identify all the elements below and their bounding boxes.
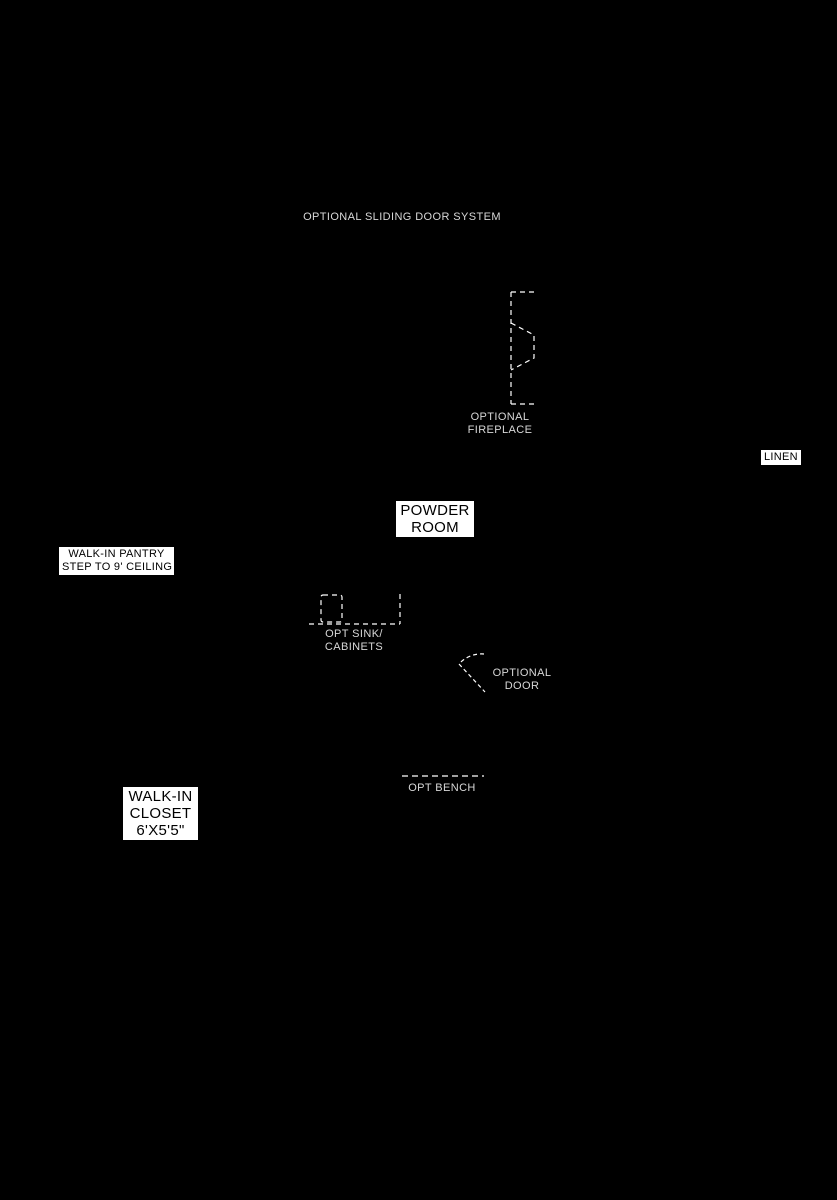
room-label-linen-text: LINEN bbox=[764, 451, 798, 463]
note-bench bbox=[397, 782, 487, 795]
room-label-powder-room bbox=[396, 501, 474, 537]
note-optional-door bbox=[482, 667, 562, 693]
note-sliding-door-text: OPTIONAL SLIDING DOOR SYSTEM bbox=[303, 211, 501, 223]
note-door-line-1: OPTIONAL bbox=[492, 667, 552, 679]
pantry-line-1: WALK-IN PANTRY bbox=[68, 548, 165, 560]
room-label-linen bbox=[761, 450, 801, 465]
note-sink-cabinets bbox=[309, 628, 399, 654]
note-sink-line-1: OPT SINK/ bbox=[325, 628, 383, 640]
note-sink-line-2: CABINETS bbox=[324, 641, 384, 653]
closet-line-1: WALK-IN bbox=[128, 788, 193, 805]
note-sliding-door-system bbox=[296, 211, 508, 224]
powder-room-line-2: ROOM bbox=[411, 519, 459, 536]
room-label-pantry bbox=[59, 547, 174, 575]
powder-room-line-1: POWDER bbox=[400, 502, 470, 519]
room-label-closet bbox=[123, 787, 198, 840]
note-fireplace-line-1: OPTIONAL bbox=[470, 411, 530, 423]
pantry-line-2: STEP TO 9' CEILING bbox=[62, 561, 173, 573]
note-bench-text: OPT BENCH bbox=[408, 782, 476, 794]
closet-line-2: CLOSET bbox=[129, 805, 192, 822]
closet-line-3: 6'X5'5" bbox=[136, 822, 185, 839]
note-fireplace-line-2: FIREPLACE bbox=[467, 424, 533, 436]
note-fireplace bbox=[455, 411, 545, 437]
note-door-line-2: DOOR bbox=[504, 680, 540, 692]
